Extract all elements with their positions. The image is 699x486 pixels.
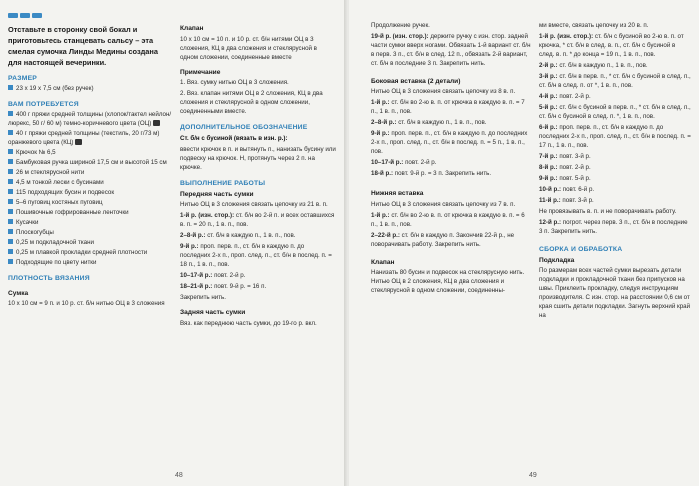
flap-heading: Клапан bbox=[180, 25, 204, 32]
list-item: Пошивочные гофрированные ленточки bbox=[8, 209, 173, 218]
work-line: 1-й р. (изн. стор.): ст. б/н с бусиной во 2-ю в. п. от крючка, * ст. б/н в след. в. п., ст. б/н с бусиной в след. в. п. * до конца = 19 п., 1 в. п., пов. bbox=[539, 32, 684, 58]
work-line: Нанизать 80 бусин и подвесок на стеклярусную нить. Нитью ОЦ в 2 сложения, КЦ в два сложения и стеклярусной в одном сложении, соединенны- bbox=[371, 269, 525, 295]
work-line: 12-й р.: погрот. через перв. 3 п., ст. б/н в последние 3 п. Закрепить нить. bbox=[539, 218, 688, 235]
side-heading: Боковая вставка (2 детали) bbox=[371, 77, 461, 85]
bullet-icon bbox=[8, 179, 13, 184]
page-number: 48 bbox=[175, 471, 183, 479]
right-column-2 bbox=[539, 20, 691, 321]
page-number: 49 bbox=[529, 471, 537, 479]
work-line: Нитью ОЦ в 3 сложения связать цепочку из 7 в. п. bbox=[371, 200, 516, 208]
list-item: Кусачки bbox=[8, 219, 173, 228]
list-item: 5–6 пуговиц костяных пуговиц bbox=[8, 199, 173, 208]
work-line: 8-й р.: повт. 2-й р. bbox=[539, 163, 591, 171]
work-line: 10-й р.: повт. 6-й р. bbox=[539, 185, 595, 193]
bullet-icon bbox=[8, 209, 13, 214]
list-item: 26 м стеклярусной нити bbox=[8, 169, 173, 178]
materials-heading: ВАМ ПОТРЕБУЕТСЯ bbox=[8, 101, 79, 109]
front-heading: Передняя часть сумки bbox=[180, 190, 254, 198]
work-line: Нитью ОЦ в 3 сложения связать цепочку из 8 в. п. bbox=[371, 88, 516, 96]
bullet-icon bbox=[8, 219, 13, 224]
extra-label: Ст. б/н с бусиной (вязать в изн. р.): bbox=[180, 134, 288, 142]
bullet-icon bbox=[8, 259, 13, 264]
work-line: 5-й р.: ст. б/н с бусиной в перв. п., * ст. б/н в след. п., ст. б/н с бусиной в след. п. *, 1 в. п., пов. bbox=[539, 103, 691, 120]
work-line: 18–21-й р.: повт. 9-й р. = 16 п. bbox=[180, 283, 267, 291]
flap-text: 10 х 10 см = 10 п. и 10 р. ст. б/н нитями ОЦ в 3 сложения, КЦ в два сложения и стеклярусной в одном сложении, соединенные вместе bbox=[180, 35, 317, 61]
bottom-heading: Нижняя вставка bbox=[371, 190, 424, 198]
assembly-heading: СБОРКА И ОБРАБОТКА bbox=[539, 245, 623, 253]
gauge-heading: ПЛОТНОСТЬ ВЯЗАНИЯ bbox=[8, 274, 90, 282]
continuation-text: Продолжение ручек. bbox=[371, 22, 430, 29]
intro-text: Отставьте в сторонку свой бокал и приготовьтесь станцевать сальсу – эта смелая сумочка Линды Медины создана для настоящей вечеринки. bbox=[8, 25, 158, 68]
work-line: ми вместе, связать цепочку из 20 в. п. bbox=[539, 22, 649, 29]
work-line: 1-й р.: ст. б/н во 2-ю в. п. от крючка в каждую в. п. = 6 п., 1 в. п., пов. bbox=[371, 211, 525, 228]
flap-heading: Клапан bbox=[371, 258, 395, 266]
right-column-1 bbox=[371, 20, 531, 296]
list-item: 0,25 м плавкой прокладки средней плотности bbox=[8, 249, 173, 258]
work-line: 3-й р.: ст. б/н в перв. п., * ст. б/н с бусиной в след. п., ст. б/н в след. п. от *, 1 в. п., пов. bbox=[539, 72, 691, 89]
bullet-icon bbox=[8, 130, 13, 135]
work-line: Нитью ОЦ в 3 сложения связать цепочку из 21 в. п. bbox=[180, 201, 328, 209]
work-line: 2–8-й р.: ст. б/н в каждую п., 1 в. п., пов. bbox=[371, 119, 487, 127]
list-item: Крючок № 6,5 bbox=[8, 149, 173, 158]
bullet-icon bbox=[8, 199, 13, 204]
extra-text: ввести крючок в п. и вытянуть п., нанизать бусину или подвеску на крючок. Н, протянуть через 2 п. на крючке. bbox=[180, 145, 336, 171]
work-line: 10–17-й р.: повт. 2-й р. bbox=[371, 159, 437, 167]
list-item: 4,5 м тонкой лески с бусинами bbox=[8, 179, 173, 188]
work-line: 4-й р.: повт. 2-й р. bbox=[539, 92, 591, 100]
yarn-icon bbox=[153, 120, 160, 126]
work-line: 18-й р.: повт. 9-й р. = 3 п. Закрепить нить. bbox=[371, 170, 492, 178]
gauge-subheading: Сумка bbox=[8, 289, 29, 297]
list-item: 0,25 м подкладочной ткани bbox=[8, 239, 173, 248]
work-line: 2-й р.: ст. б/н в каждую п., 1 в. п., пов. bbox=[539, 61, 648, 69]
note-item: 1. Вяз. сумку нитью ОЦ в 3 сложения. bbox=[180, 79, 289, 87]
bullet-icon bbox=[8, 149, 13, 154]
work-line: Закрепить нить. bbox=[180, 294, 227, 302]
gauge-text: 10 х 10 см = 9 п. и 10 р. ст. б/н нитью ОЦ в 3 сложения bbox=[8, 300, 165, 308]
left-column-1 bbox=[8, 24, 173, 309]
list-item: Бамбуковая ручка шириной 17,5 см и высотой 15 см bbox=[8, 159, 173, 168]
extra-heading: ДОПОЛНИТЕЛЬНОЕ ОБОЗНАЧЕНИЕ bbox=[180, 123, 308, 131]
bullet-icon bbox=[8, 85, 13, 90]
bullet-icon bbox=[8, 229, 13, 234]
right-page bbox=[349, 0, 699, 486]
work-line: 2–8-й р.: ст. б/н в каждую п., 1 в. п., пов. bbox=[180, 232, 296, 240]
bullet-icon bbox=[8, 249, 13, 254]
work-line: 9-й р.: повт. 5-й р. bbox=[539, 174, 591, 182]
left-page bbox=[0, 0, 346, 486]
work-line: Не провязывать в. п. и не поворачивать работу. bbox=[539, 207, 677, 215]
list-item: Плоскогубцы bbox=[8, 229, 173, 238]
section-marker bbox=[8, 13, 42, 18]
note-item: 2. Вяз. клапан нитями ОЦ в 2 сложения, КЦ в два сложения и стеклярусной в одном сложении, соединенными вместе. bbox=[180, 90, 323, 115]
work-line: 19-й р. (изн. стор.): держите ручку с изн. стор. задней части сумки вверх ногами. Обвязать 1-й вариант ст. б/н в перв. 3 п., ст. б/н в след. 12 п., обвязать 2-й вариант, ст. б/н в последние 3 п. Закрепить нить. bbox=[371, 32, 531, 67]
list-item: 23 х 19 х 7,5 см (без ручек) bbox=[8, 85, 173, 94]
work-line: 9-й р.: проп. перв. п., ст. б/н в каждую п. до последних 2-х п., проп. след. п., ст. б/н в послед. п. = 18 п., 1 в. п., пов. bbox=[180, 243, 332, 269]
bullet-icon bbox=[8, 239, 13, 244]
bullet-icon bbox=[8, 169, 13, 174]
list-item: 115 подходящих бусин и подвесок bbox=[8, 189, 173, 198]
back-heading: Задняя часть сумки bbox=[180, 309, 246, 316]
work-line: 10–17-й р.: повт. 2-й р. bbox=[180, 272, 246, 280]
lining-heading: Подкладка bbox=[539, 256, 575, 264]
bullet-icon bbox=[8, 159, 13, 164]
work-line: 9-й р.: проп. перв. п., ст. б/н в каждую п. до последних 2-х п., проп. след. п., ст. б/н в послед. п. = 5 п., 1 в. п., пов. bbox=[371, 130, 528, 156]
yarn-icon bbox=[75, 139, 82, 145]
work-line: 2–22-й р.: ст. б/н в каждую п. Закончив 22-й р., не поворачивать работу. Закрепить нить. bbox=[371, 231, 515, 248]
work-heading: ВЫПОЛНЕНИЕ РАБОТЫ bbox=[180, 179, 266, 187]
size-heading: РАЗМЕР bbox=[8, 75, 38, 83]
bullet-icon bbox=[8, 111, 13, 116]
bullet-icon bbox=[8, 189, 13, 194]
list-item: 40 г пряжи средней толщины (текстиль, 20 г/73 м) оранжевого цвета (КЦ) bbox=[8, 130, 160, 147]
work-line: 7-й р.: повт. 3-й р. bbox=[539, 152, 591, 160]
lining-text: По размерам всех частей сумки вырезать детали подкладки и прокладочной ткани без припусков на швы. Приклеить прокладку, следуя инструкциям производителя. С изн. стор. на расстоянии 0,6 см от края сшить детали подкладки. Загнуть верхний край на bbox=[539, 267, 691, 319]
left-column-2 bbox=[180, 24, 336, 329]
work-line: 1-й р.: ст. б/н во 2-ю в. п. от крючка в каждую в. п. = 7 п., 1 в. п., пов. bbox=[371, 99, 525, 116]
list-item: Подходящие по цвету нитки bbox=[8, 259, 173, 268]
note-heading: Примечание bbox=[180, 68, 221, 76]
back-text: Вяз. как переднюю часть сумки, до 19-го р. вкл. bbox=[180, 319, 317, 327]
work-line: 6-й р.: проп. перв. п., ст. б/н в каждую п. до последних 2-х п., проп. след. п., ст. б/н в послед. п. = 17 п., 1 в. п., пов. bbox=[539, 123, 691, 149]
work-line: 11-й р.: повт. 3-й р. bbox=[539, 196, 594, 204]
work-line: 1-й р. (изн. стор.): ст. б/н во 2-й п. и всех оставшихся в. п. = 20 п., 1 в. п., пов. bbox=[180, 212, 335, 229]
list-item: 400 г пряжи средней толщины (хлопок/тактел нейлон/люрекс, 50 г/ 60 м) темно-коричневого цвета (ОЦ) bbox=[8, 111, 172, 128]
